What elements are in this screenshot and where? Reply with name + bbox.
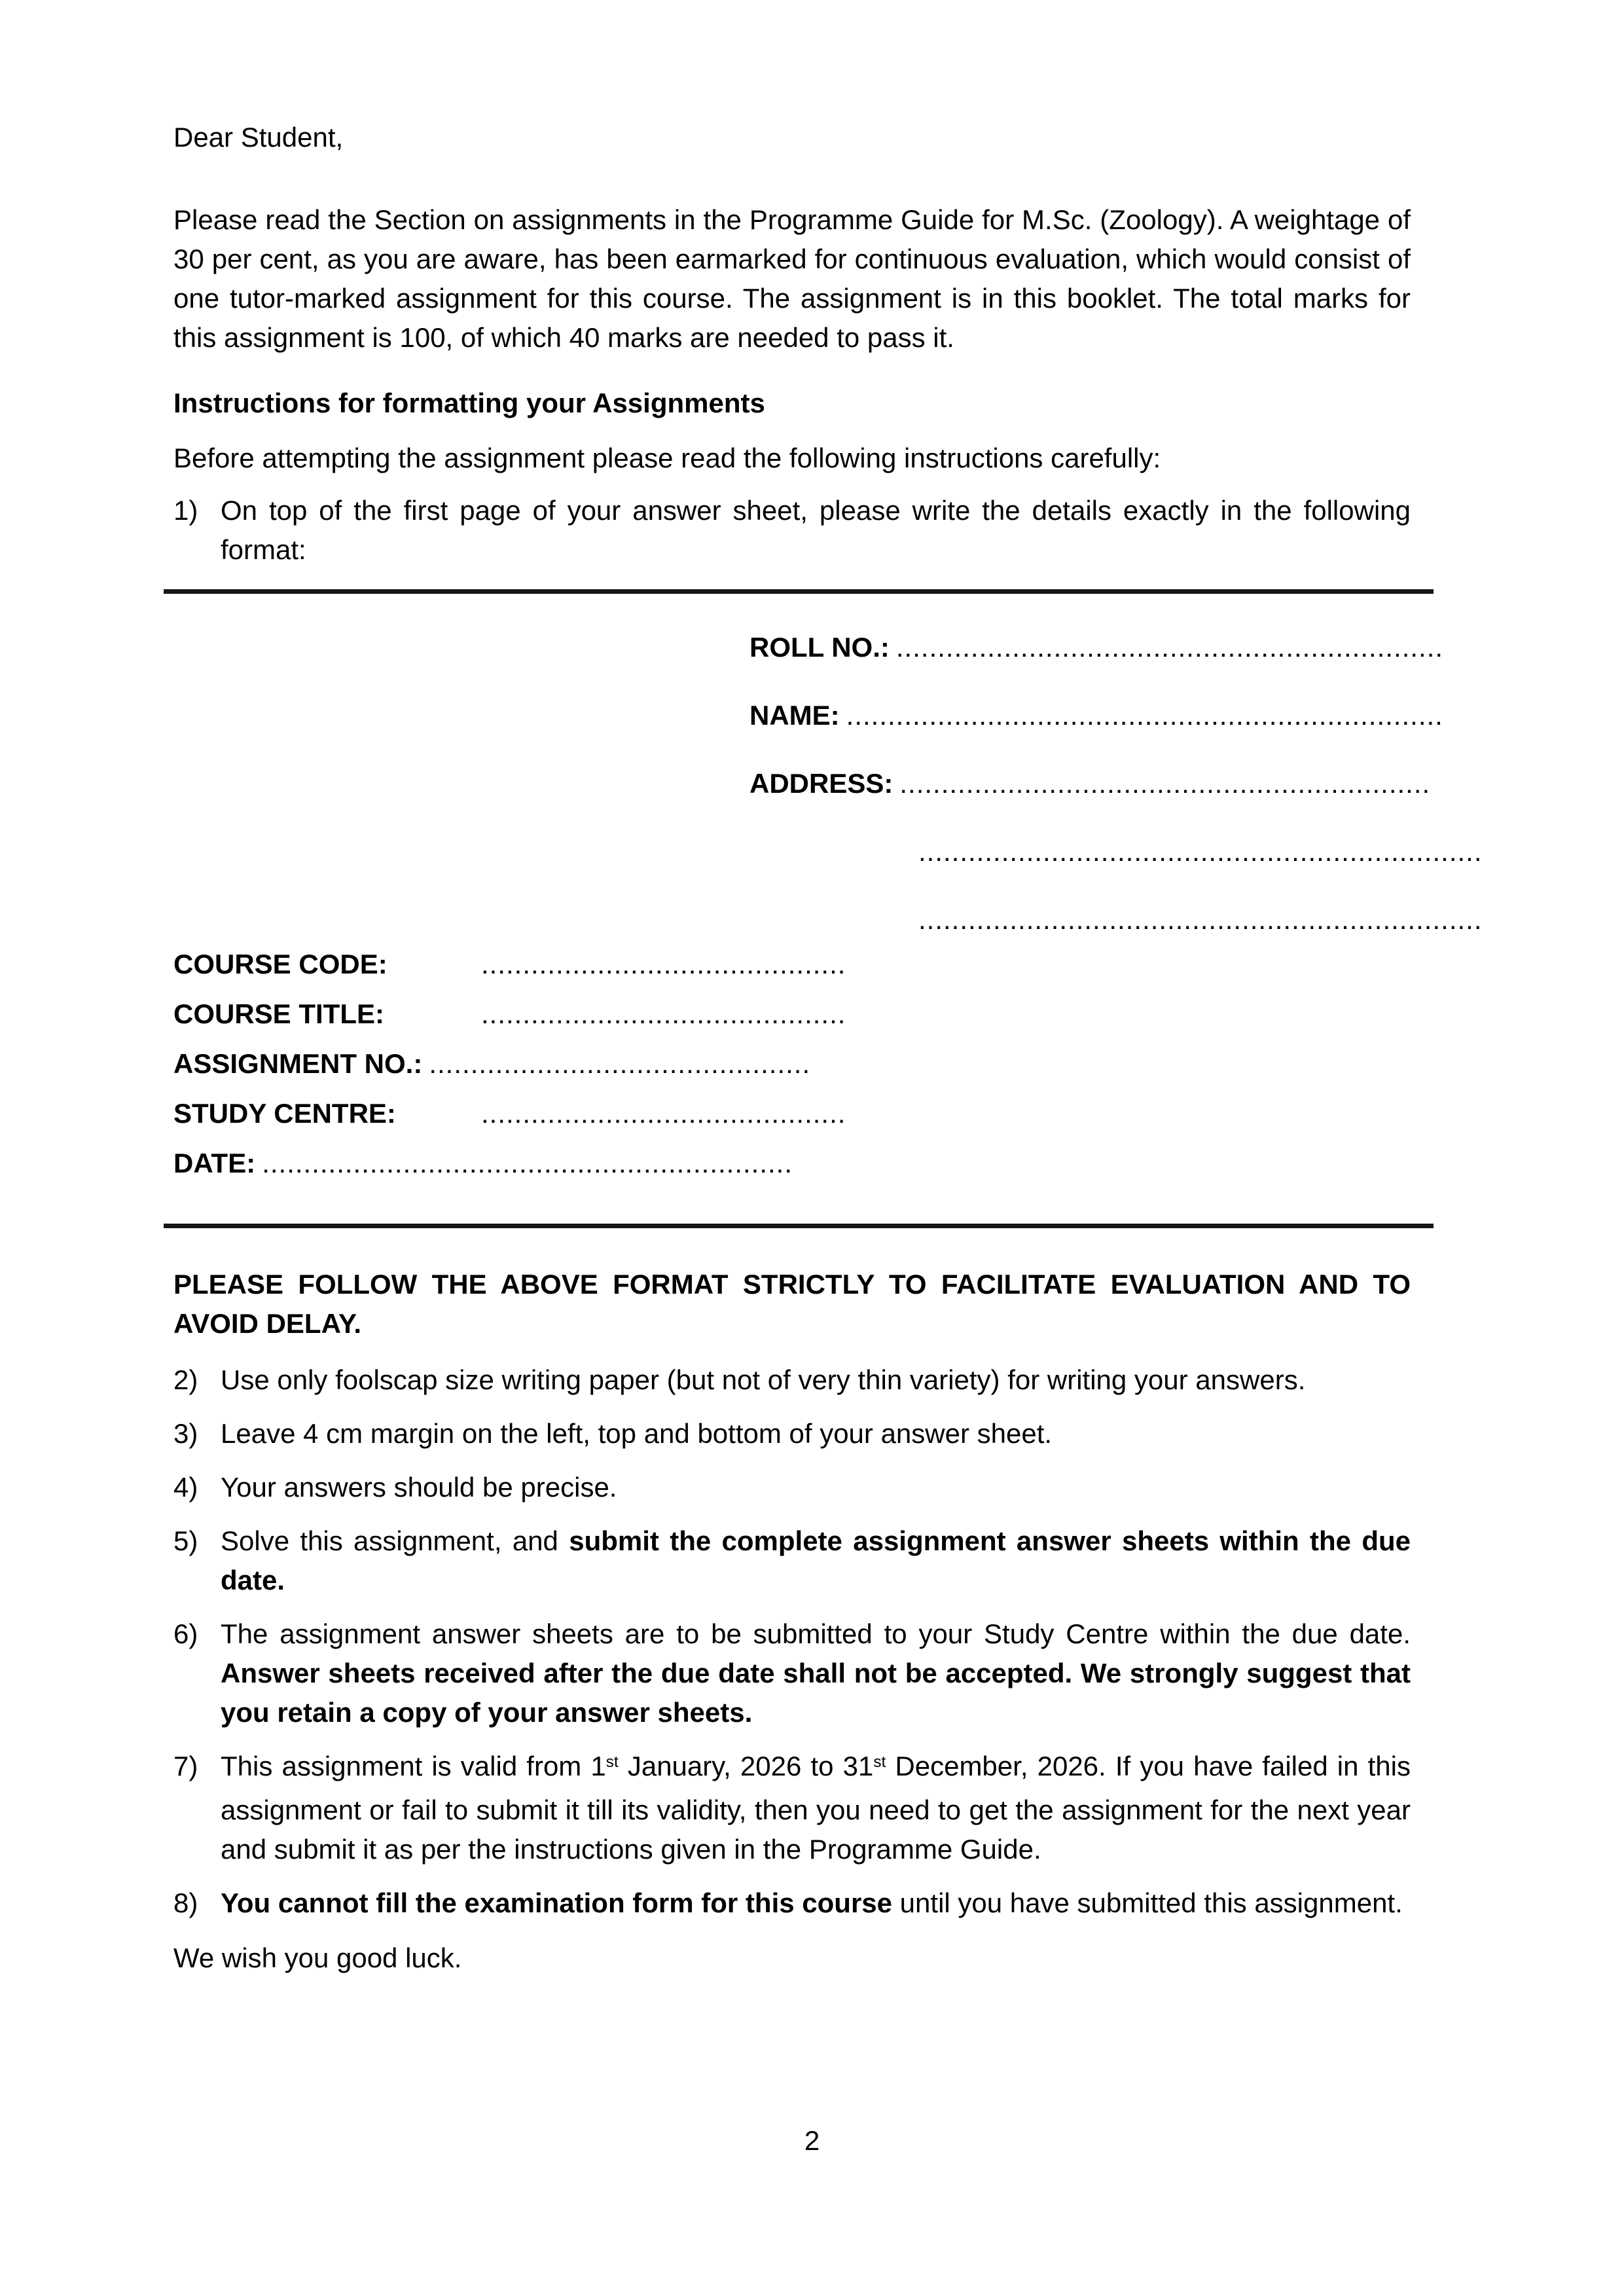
roll-no-label: ROLL NO.:: [749, 632, 890, 663]
instructions-preamble: Before attempting the assignment please read the following instructions carefully:: [173, 443, 1161, 473]
salutation: Dear Student,: [173, 122, 344, 153]
instruction-item-4: [173, 1468, 1411, 1507]
address-label: ADDRESS:: [749, 768, 893, 799]
instruction-item-8: [173, 1884, 1411, 1923]
address-row-3: [918, 900, 1483, 939]
name-label: NAME:: [749, 700, 840, 731]
date-row: [173, 1144, 1411, 1183]
item-1-number: 1): [173, 495, 198, 526]
item-6-part-2: Answer sheets received after the due date shall not be accepted. We strongly suggest that you retain a copy of your answer sheets.: [221, 1658, 1411, 1728]
name-blank: ........................................................................: [846, 700, 1443, 731]
instruction-item-7: [173, 1747, 1411, 1869]
roll-no-row: [749, 628, 1444, 667]
item-7-superscript-2: st: [873, 1753, 886, 1771]
address-blank-2: ....................................................................: [918, 836, 1483, 867]
item-7-part-2: January, 2026 to 31: [618, 1751, 874, 1781]
course-code-row: [173, 945, 1411, 984]
item-5-number: 5): [173, 1525, 198, 1556]
format-notice: PLEASE FOLLOW THE ABOVE FORMAT STRICTLY TO FACILITATE EVALUATION AND TO AVOID DELAY.: [173, 1269, 1411, 1339]
item-3-text: [221, 1414, 1411, 1453]
item-5-text: [221, 1522, 1411, 1600]
item-7-number: 7): [173, 1751, 198, 1781]
name-row: [749, 696, 1443, 735]
page-number: 2: [804, 2125, 820, 2156]
intro-paragraph: Please read the Section on assignments in the Programme Guide for M.Sc. (Zoology). A weightage of 30 per cent, as you are aware, has been earmarked for continuous evaluation, which would consist of one tutor-marked assignment for this course. The assignment is in this booklet. The total marks for this assignment is 100, of which 40 marks are needed to pass it.: [173, 204, 1411, 353]
divider-bottom: [164, 1224, 1434, 1228]
item-7-text: [221, 1747, 1411, 1869]
item-7-part-1: This assignment is valid from 1: [221, 1751, 606, 1781]
item-3-part-1: Leave 4 cm margin on the left, top and bottom of your answer sheet.: [221, 1418, 1053, 1449]
item-1-part-1: On top of the first page of your answer sheet, please write the details exactly in the following format:: [221, 495, 1411, 565]
closing-line: We wish you good luck.: [173, 1942, 462, 1973]
date-label: DATE:: [173, 1148, 256, 1178]
course-code-label: COURSE CODE:: [173, 949, 388, 979]
course-title-blank: ............................................: [481, 998, 846, 1029]
study-centre-row: [173, 1094, 1411, 1133]
assignment-no-row: [173, 1044, 1411, 1084]
section-heading: Instructions for formatting your Assignments: [173, 388, 765, 418]
course-code-blank: ............................................: [481, 949, 846, 979]
item-7-part-3: December, 2026. If you have failed in this assignment or fail to submit it till its validity, then you need to get the assignment for the next year and submit it as per the instructions given in the Programme Guide.: [221, 1751, 1411, 1865]
course-title-label: COURSE TITLE:: [173, 998, 384, 1029]
assignment-no-blank: ..............................................: [429, 1048, 811, 1079]
item-5-part-2: submit the complete assignment answer sheets within the due date.: [221, 1525, 1411, 1595]
address-row: [749, 764, 1431, 803]
item-2-part-1: Use only foolscap size writing paper (but not of very thin variety) for writing your answers.: [221, 1364, 1306, 1395]
address-blank: ................................................................: [899, 768, 1431, 799]
item-1-text: [221, 491, 1411, 570]
assignment-no-label: ASSIGNMENT NO.:: [173, 1048, 423, 1079]
instruction-item-5: [173, 1522, 1411, 1600]
address-blank-3: ....................................................................: [918, 904, 1483, 935]
item-4-part-1: Your answers should be precise.: [221, 1472, 617, 1503]
item-8-text: [221, 1884, 1411, 1923]
item-6-part-1: The assignment answer sheets are to be submitted to your Study Centre within the due date.: [221, 1618, 1411, 1649]
item-3-number: 3): [173, 1418, 198, 1449]
student-details-block: [749, 628, 1483, 939]
item-6-number: 6): [173, 1618, 198, 1649]
item-4-number: 4): [173, 1472, 198, 1503]
item-8-part-2: until you have submitted this assignment.: [892, 1887, 1403, 1918]
address-row-2: [918, 832, 1483, 871]
item-8-number: 8): [173, 1887, 198, 1918]
item-8-part-1: You cannot fill the examination form for this course: [221, 1887, 893, 1918]
study-centre-label: STUDY CENTRE:: [173, 1098, 396, 1129]
roll-no-blank: ..................................................................: [895, 632, 1444, 663]
page-content: [173, 0, 1483, 1978]
item-2-text: [221, 1360, 1411, 1400]
item-2-number: 2): [173, 1364, 198, 1395]
instruction-item-1: [173, 491, 1411, 570]
date-blank: ................................................................: [262, 1148, 793, 1178]
study-centre-blank: ............................................: [481, 1098, 846, 1129]
item-7-superscript-1: st: [605, 1753, 619, 1771]
instruction-item-3: [173, 1414, 1411, 1453]
item-4-text: [221, 1468, 1411, 1507]
course-details-block: [173, 945, 1411, 1183]
instruction-item-6: [173, 1614, 1411, 1732]
item-6-text: [221, 1614, 1411, 1732]
instruction-item-2: [173, 1360, 1411, 1400]
course-title-row: [173, 994, 1411, 1034]
item-5-part-1: Solve this assignment, and: [221, 1525, 569, 1556]
divider-top: [164, 589, 1434, 594]
